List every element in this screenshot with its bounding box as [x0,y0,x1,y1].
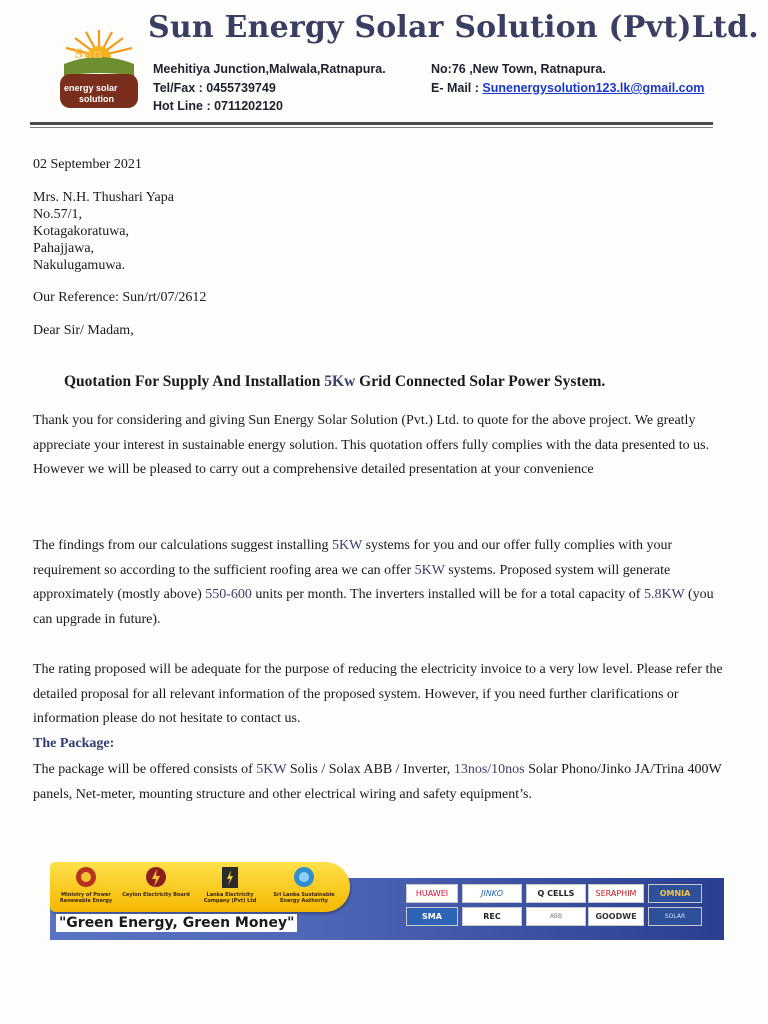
brand-logo: SMA [406,907,458,926]
brand-logo: GOODWE [588,907,644,926]
text-run: systems for you and our offer fully complies with your requirement so according to the sufficient roofing area we can offer [33,538,673,578]
package-title: The Package: [33,736,115,751]
institution-slsea [270,866,338,904]
brand-logo: ABB [526,907,586,926]
recipient-line: No.57/1, [33,207,82,222]
logo-text-energy: energy solar [64,83,118,93]
institution-label: Ceylon Electricity Board [122,892,190,898]
recipient-line: Pahajjawa, [33,241,95,256]
recipient-line: Kotagakoratuwa, [33,224,130,239]
recipient-line: Mrs. N.H. Thushari Yapa [33,190,174,205]
brand-logo: JINKO [462,884,522,903]
text-run: systems. Proposed system will generate approximately (mostly above) [33,562,671,603]
email-link[interactable]: Sunenergysolution123.lk@gmail.com [482,81,705,95]
text-run: The package will be offered consists of [33,762,257,777]
brand-logo: SERAPHIM [588,884,644,903]
tel-fax: Tel/Fax : 0455739749 [153,81,276,95]
text-run: The findings from our calculations suggest installing [33,538,333,553]
institution-label: Ministry of Power Renewable Energy [59,892,113,904]
text-run: Solis / Solax ABB / Inverter, [286,762,454,777]
footer-banner [50,862,724,942]
logo-text-solution: solution [79,94,114,104]
paragraph-rating: The rating proposed will be adequate for the purpose of reducing the electricity invoice to a very low level. Please refer the detailed proposal for all relevant information of the proposed system. However, if you need further clarifications or information please do not hesitate to contact us. [33,662,723,727]
heading-part: Grid Connected Solar Power System. [355,373,606,390]
recipient-line: Nakulugamuwa. [33,258,126,273]
text-run: Solar Phono/Jinko JA/Trina 400W panels, Net-meter, mounting structure and other electrical wiring and safety equipment’s. [33,762,722,802]
our-reference: Our Reference: Sun/rt/07/2612 [33,290,207,305]
address-left: Meehitiya Junction,Malwala,Ratnapura. [153,62,386,76]
brand-logo: SOLAR [648,907,702,926]
institution-label: Sri Lanka Sustainable Energy Authority [273,892,335,904]
quotation-heading [64,373,605,391]
paragraph-package [33,758,723,807]
highlight-value: 5.8KW [643,587,685,603]
text-run: units per month. The inverters installed will be for a total capacity of [251,587,644,603]
highlight-value: 5KW [256,762,287,777]
institution-ministry [52,866,120,904]
email-line [431,81,704,95]
letter-date: 02 September 2021 [33,157,142,172]
slogan: "Green Energy, Green Money" [56,914,297,932]
brand-logo: OMNIA [648,884,702,903]
heading-capacity: 5Kw [324,373,356,390]
header-rule [30,122,713,125]
company-name: Sun Energy Solar Solution (Pvt)Ltd. [148,10,759,45]
hotline: Hot Line : 0711202120 [153,99,283,113]
paragraph-intro: Thank you for considering and giving Sun Energy Solar Solution (Pvt.) Ltd. to quote for the above project. We greatly appreciate your interest in sustainable energy solution. This quotation offers fully complies with the data presented to us. However we will be pleased to carry out a comprehensive detailed presentation at your convenience [33,413,710,478]
salutation: Dear Sir/ Madam, [33,323,134,338]
heading-part: Quotation For Supply And Installation [64,373,325,390]
header-rule-thin [30,127,713,128]
ceb-logo-icon [145,866,167,890]
banner-yellow-band [50,862,350,912]
address-right: No:76 ,New Town, Ratnapura. [431,62,606,76]
brand-logo: HUAWEI [406,884,458,903]
highlight-value: 5KW [414,562,445,578]
highlight-value: 550-600 [205,587,252,603]
text-run: (you can upgrade in future). [33,587,714,628]
highlight-value: 13nos/10nos [453,762,525,777]
leco-logo-icon [219,866,241,890]
highlight-value: 5KW [332,538,363,553]
slsea-logo-icon [293,866,315,890]
email-label: E- Mail : [431,81,483,95]
institution-leco [196,866,264,904]
institution-ceb [122,866,190,898]
brand-logo: Q CELLS [526,884,586,903]
emblem-icon [75,866,97,890]
institution-label: Lanka Electricity Company (Pvt) Ltd [203,892,257,904]
brand-logo: REC [462,907,522,926]
logo-text-sun: Sun [74,47,103,62]
paragraph-findings [33,534,723,633]
